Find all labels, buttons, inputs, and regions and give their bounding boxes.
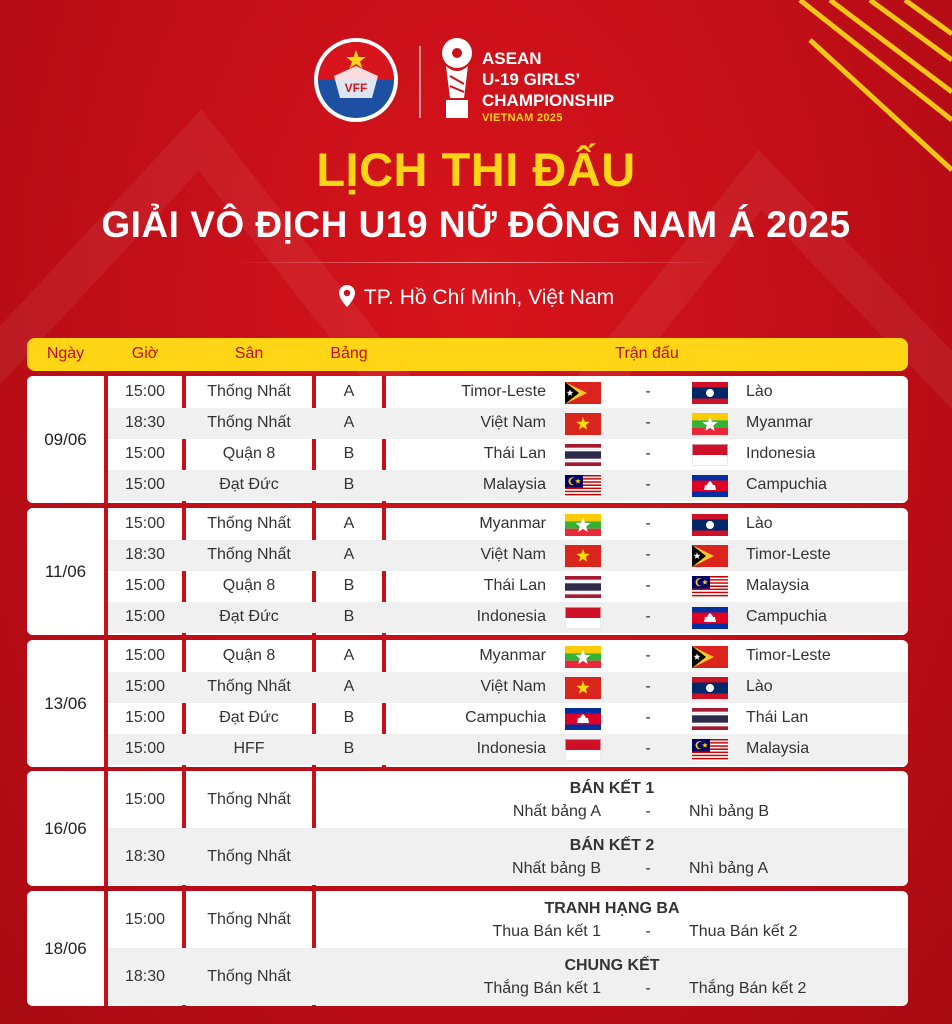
match-row: [108, 509, 908, 540]
match-row: [108, 641, 908, 672]
match-venue: Quận 8: [222, 647, 276, 664]
home-team: Thái Lan: [483, 445, 546, 462]
versus-dash: -: [645, 678, 651, 695]
myanmar-flag-icon: [565, 514, 601, 536]
timor-leste-flag-icon: [565, 382, 601, 404]
versus-dash: -: [645, 980, 651, 997]
match-time: 18:30: [124, 414, 166, 431]
match-date: 16/06: [27, 771, 104, 886]
match-group: A: [343, 515, 355, 532]
column-header-match: Trận đấu: [615, 345, 679, 362]
knockout-day-group: [27, 771, 908, 886]
match-time: 15:00: [124, 577, 166, 594]
knockout-row: [108, 828, 908, 885]
match-row: [108, 571, 908, 602]
page-subtitle: GIẢI VÔ ĐỊCH U19 NỮ ĐÔNG NAM Á 2025: [101, 204, 851, 245]
away-team: Lào: [746, 678, 773, 695]
match-date: 11/06: [27, 508, 104, 635]
versus-dash: -: [645, 803, 651, 820]
tournament-line1: ASEAN: [482, 49, 542, 68]
laos-flag-icon: [692, 514, 728, 536]
match-venue: HFF: [233, 740, 265, 757]
home-team: Việt Nam: [480, 414, 546, 431]
match-time: 15:00: [124, 515, 166, 532]
away-team: Malaysia: [746, 577, 810, 594]
match-stage: TRANH HẠNG BA: [544, 900, 680, 917]
column-header-date: Ngày: [46, 345, 85, 362]
match-row: [108, 672, 908, 703]
vff-logo-text: VFF: [344, 81, 368, 95]
match-time: 15:00: [124, 740, 166, 757]
away-team: Campuchia: [746, 608, 827, 625]
knockout-row: [108, 948, 908, 1005]
knockout-day-group: [27, 891, 908, 1006]
indonesia-flag-icon: [565, 607, 601, 629]
home-team: Myanmar: [479, 515, 546, 532]
match-group: B: [343, 577, 355, 594]
location-pin-icon: [338, 284, 356, 308]
away-team: Lào: [746, 515, 773, 532]
home-slot: Thắng Bán kết 1: [483, 980, 601, 997]
match-row: [108, 377, 908, 408]
away-slot: Nhì bảng B: [689, 803, 770, 820]
match-venue: Thống Nhất: [207, 678, 291, 695]
column-header-time: Giờ: [131, 345, 159, 362]
match-venue: Thống Nhất: [207, 968, 291, 985]
match-group: A: [343, 414, 355, 431]
home-slot: Thua Bán kết 1: [492, 923, 601, 940]
knockout-row: [108, 771, 908, 828]
match-row: [108, 734, 908, 765]
match-time: 15:00: [124, 647, 166, 664]
match-venue: Quận 8: [222, 445, 276, 462]
malaysia-flag-icon: [692, 739, 728, 761]
match-venue: Thống Nhất: [207, 546, 291, 563]
location: [0, 284, 952, 310]
tournament-line3: CHAMPIONSHIP: [482, 91, 615, 110]
versus-dash: -: [645, 383, 651, 400]
laos-flag-icon: [692, 677, 728, 699]
match-group: B: [343, 445, 355, 462]
match-venue: Đạt Đức: [219, 476, 279, 493]
match-stage: BÁN KẾT 1: [569, 780, 655, 797]
away-team: Campuchia: [746, 476, 827, 493]
away-team: Lào: [746, 383, 773, 400]
match-time: 18:30: [124, 968, 166, 985]
home-team: Indonesia: [476, 608, 546, 625]
home-team: Myanmar: [479, 647, 546, 664]
home-team: Việt Nam: [480, 546, 546, 563]
match-venue: Thống Nhất: [207, 848, 291, 865]
away-team: Myanmar: [746, 414, 813, 431]
title-divider: [230, 262, 722, 263]
match-group: B: [343, 740, 355, 757]
match-day-group: [27, 376, 908, 503]
versus-dash: -: [645, 608, 651, 625]
home-slot: Nhất bảng B: [512, 860, 601, 877]
malaysia-flag-icon: [692, 576, 728, 598]
match-row: [108, 408, 908, 439]
tournament-logo-text: [482, 48, 614, 126]
indonesia-flag-icon: [565, 739, 601, 761]
match-time: 18:30: [124, 848, 166, 865]
match-venue: Thống Nhất: [207, 414, 291, 431]
away-slot: Nhì bảng A: [689, 860, 769, 877]
versus-dash: -: [645, 577, 651, 594]
match-time: 15:00: [124, 476, 166, 493]
myanmar-flag-icon: [565, 646, 601, 668]
thailand-flag-icon: [692, 708, 728, 730]
match-date: 18/06: [27, 891, 104, 1006]
match-group: B: [343, 608, 355, 625]
header: [0, 0, 952, 330]
away-team: Indonesia: [746, 445, 816, 462]
away-team: Timor-Leste: [746, 647, 831, 664]
versus-dash: -: [645, 740, 651, 757]
match-time: 15:00: [124, 709, 166, 726]
match-row: [108, 470, 908, 501]
match-row: [108, 602, 908, 633]
match-venue: Thống Nhất: [207, 791, 291, 808]
vietnam-flag-icon: [565, 413, 601, 435]
tournament-line4: VIETNAM 2025: [482, 112, 563, 124]
page-title: LỊCH THI ĐẤU: [316, 143, 636, 196]
home-slot: Nhất bảng A: [512, 803, 601, 820]
vff-logo-icon: [312, 36, 400, 124]
match-time: 15:00: [124, 608, 166, 625]
versus-dash: -: [645, 923, 651, 940]
column-header-group: Bảng: [330, 345, 368, 362]
versus-dash: -: [645, 515, 651, 532]
tournament-line2: U-19 GIRLS’: [482, 70, 581, 89]
cambodia-flag-icon: [692, 475, 728, 497]
match-venue: Đạt Đức: [219, 608, 279, 625]
match-group: B: [343, 476, 355, 493]
home-team: Indonesia: [476, 740, 546, 757]
versus-dash: -: [645, 445, 651, 462]
thailand-flag-icon: [565, 444, 601, 466]
versus-dash: -: [645, 647, 651, 664]
indonesia-flag-icon: [692, 444, 728, 466]
away-team: Malaysia: [746, 740, 810, 757]
match-day-group: [27, 508, 908, 635]
home-team: Việt Nam: [480, 678, 546, 695]
column-header-venue: Sân: [234, 345, 264, 362]
away-slot: Thắng Bán kết 2: [689, 980, 807, 997]
match-date: 09/06: [27, 376, 104, 503]
match-group: A: [343, 647, 355, 664]
match-time: 15:00: [124, 678, 166, 695]
match-time: 15:00: [124, 791, 166, 808]
match-date: 13/06: [27, 640, 104, 767]
knockout-row: [108, 891, 908, 948]
versus-dash: -: [645, 709, 651, 726]
malaysia-flag-icon: [565, 475, 601, 497]
away-team: Thái Lan: [746, 709, 809, 726]
match-stage: BÁN KẾT 2: [569, 837, 655, 854]
versus-dash: -: [645, 860, 651, 877]
match-row: [108, 540, 908, 571]
match-day-group: [27, 640, 908, 767]
match-stage: CHUNG KẾT: [564, 957, 660, 974]
header-divider: [419, 46, 421, 118]
versus-dash: -: [645, 476, 651, 493]
match-row: [108, 703, 908, 734]
match-time: 15:00: [124, 383, 166, 400]
laos-flag-icon: [692, 382, 728, 404]
match-venue: Quận 8: [222, 577, 276, 594]
away-slot: Thua Bán kết 2: [689, 923, 798, 940]
match-group: A: [343, 678, 355, 695]
myanmar-flag-icon: [692, 413, 728, 435]
match-venue: Thống Nhất: [207, 383, 291, 400]
match-row: [108, 439, 908, 470]
match-venue: Đạt Đức: [219, 709, 279, 726]
match-time: 15:00: [124, 445, 166, 462]
home-team: Thái Lan: [483, 577, 546, 594]
match-venue: Thống Nhất: [207, 911, 291, 928]
cambodia-flag-icon: [565, 708, 601, 730]
timor-leste-flag-icon: [692, 545, 728, 567]
table-header: [27, 338, 908, 371]
thailand-flag-icon: [565, 576, 601, 598]
timor-leste-flag-icon: [692, 646, 728, 668]
match-group: A: [343, 546, 355, 563]
away-team: Timor-Leste: [746, 546, 831, 563]
versus-dash: -: [645, 546, 651, 563]
cambodia-flag-icon: [692, 607, 728, 629]
vietnam-flag-icon: [565, 545, 601, 567]
location-text: TP. Hồ Chí Minh, Việt Nam: [363, 286, 615, 309]
match-venue: Thống Nhất: [207, 515, 291, 532]
home-team: Malaysia: [482, 476, 546, 493]
match-time: 15:00: [124, 911, 166, 928]
vietnam-flag-icon: [565, 677, 601, 699]
match-time: 18:30: [124, 546, 166, 563]
match-group: B: [343, 709, 355, 726]
match-group: A: [343, 383, 355, 400]
home-team: Campuchia: [465, 709, 546, 726]
trophy-logo-icon: [436, 36, 478, 122]
versus-dash: -: [645, 414, 651, 431]
home-team: Timor-Leste: [461, 383, 546, 400]
